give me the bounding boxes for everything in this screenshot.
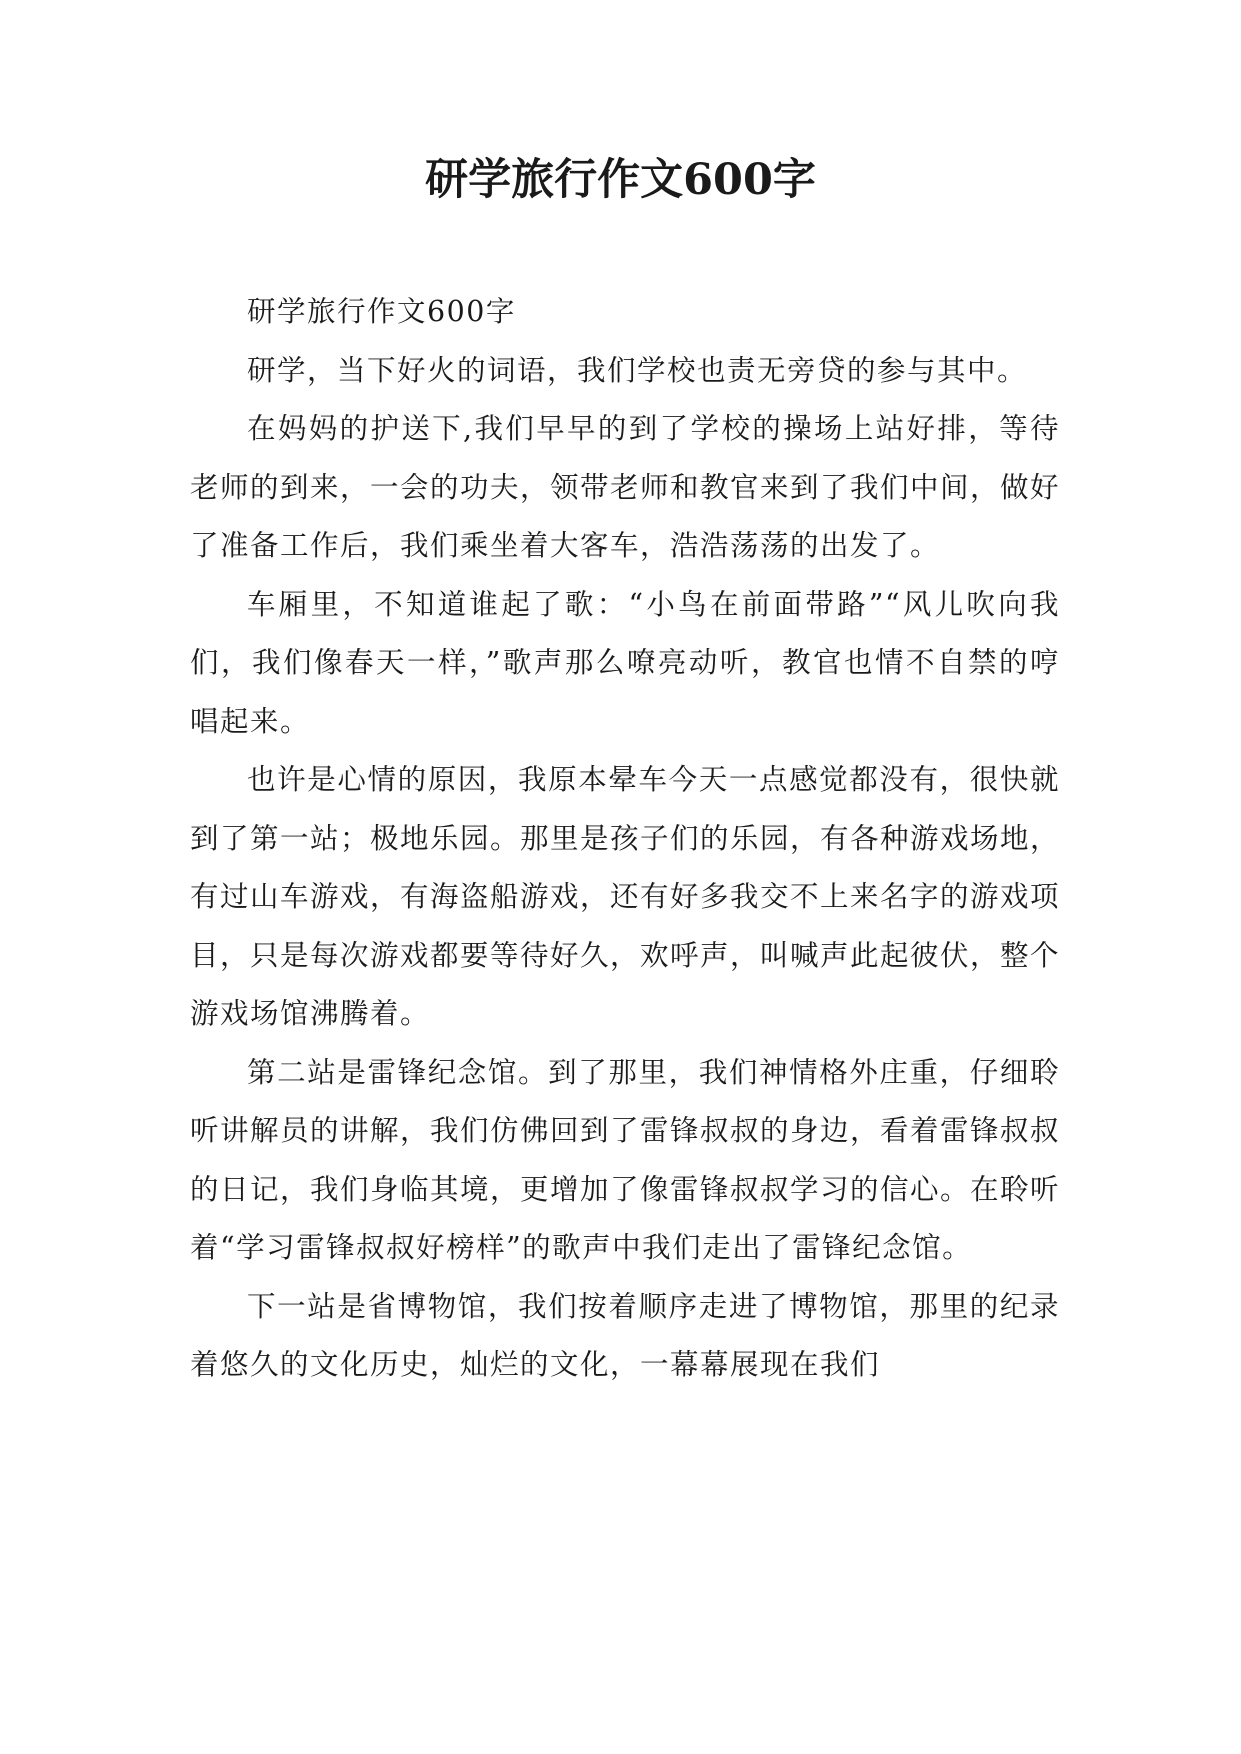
paragraph-subtitle: 研学旅行作文600字 <box>247 295 516 328</box>
paragraph: 车厢里，不知道谁起了歌：“小鸟在前面带路”“风儿吹向我们，我们像春天一样，”歌声那么嘹亮动听，教官也情不自禁的哼唱起来。 <box>190 587 1060 738</box>
paragraph: 下一站是省博物馆，我们按着顺序走进了博物馆，那里的纪录着悠久的文化历史，灿烂的文化，一幕幕展现在我们 <box>190 1289 1060 1381</box>
paragraph: 研学，当下好火的词语，我们学校也责无旁贷的参与其中。 <box>247 353 1028 387</box>
document-body <box>190 283 1060 1395</box>
paragraph: 第二站是雷锋纪念馆。到了那里，我们神情格外庄重，仔细聆听讲解员的讲解，我们仿佛回到了雷锋叔叔的身边，看着雷锋叔叔的日记，我们身临其境，更增加了像雷锋叔叔学习的信心。在聆听着“学习雷锋叔叔好榜样”的歌声中我们走出了雷锋纪念馆。 <box>190 1055 1061 1264</box>
document-title: 研学旅行作文600字 <box>425 155 816 205</box>
paragraph: 在妈妈的护送下,我们早早的到了学校的操场上站好排，等待老师的到来，一会的功夫，领带老师和教官来到了我们中间，做好了准备工作后，我们乘坐着大客车，浩浩荡荡的出发了。 <box>190 412 1061 562</box>
paragraph: 也许是心情的原因，我原本晕车今天一点感觉都没有，很快就到了第一站；极地乐园。那里是孩子们的乐园，有各种游戏场地，有过山车游戏，有海盗船游戏，还有好多我交不上来名字的游戏项目，只是每次游戏都要等待好久，欢呼声，叫喊声此起彼伏，整个游戏场馆沸腾着。 <box>190 763 1061 1030</box>
